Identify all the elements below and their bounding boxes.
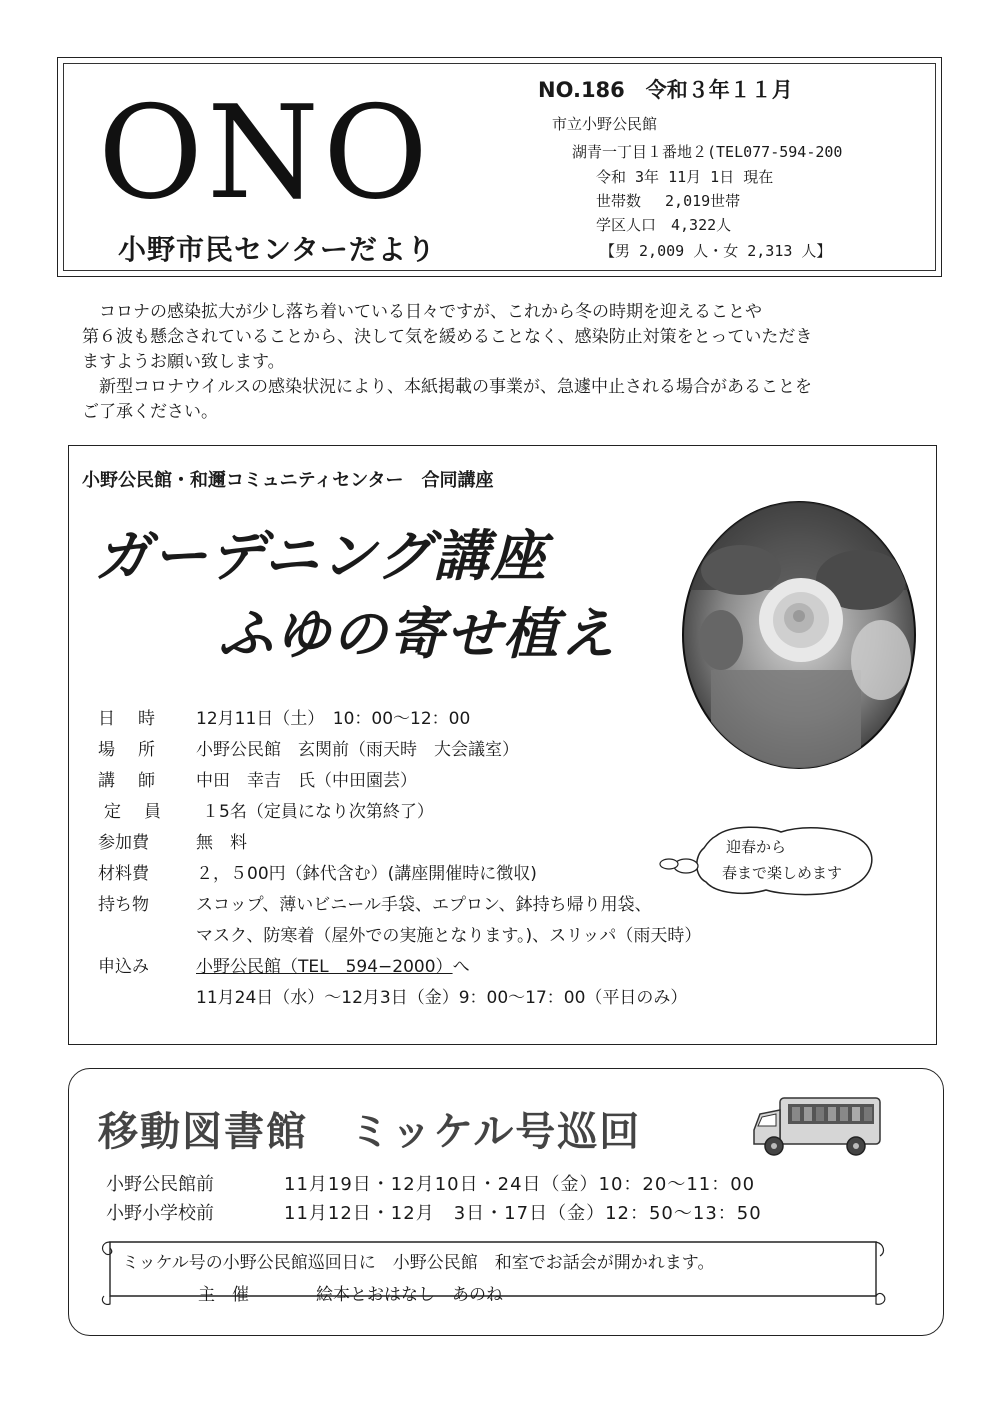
- masthead-logo: ONO: [98, 79, 432, 228]
- hall-address: 湖青一丁目１番地２(TEL077-594-200: [572, 143, 843, 161]
- bubble-text: 春まで楽しめます: [722, 864, 843, 882]
- event-organizers: 小野公民館・和邇コミュニティセンター 合同講座: [82, 470, 494, 491]
- mobile-library-title: 移動図書館 ミッケル号巡回: [98, 1109, 642, 1155]
- stats-date: 令和 3年 11月 1日 現在: [596, 168, 774, 186]
- event-title: ガーデニング講座: [95, 524, 548, 588]
- story-time-organizer: 主 催 絵本とおはなし あのね: [198, 1285, 503, 1305]
- hall-name: 市立小野公民館: [552, 115, 658, 133]
- intro-line: 新型コロナウイルスの感染状況により、本紙掲載の事業が、急遽中止される場合があることを: [82, 377, 812, 397]
- intro-line: コロナの感染拡大が少し落ち着いている日々ですが、これから冬の時期を迎えることや: [82, 302, 762, 322]
- population-count: 学区人口 4,322人: [596, 216, 732, 234]
- story-time-notice: ミッケル号の小野公民館巡回日に 小野公民館 和室でお話会が開かれます。: [122, 1253, 715, 1273]
- issue-number: NO.186 令和３年１１月: [538, 78, 793, 102]
- flower-arrangement-photo: [681, 500, 917, 770]
- event-subtitle: ふゆの寄せ植え: [218, 602, 618, 666]
- households-count: 世帯数 2,019世帯: [596, 192, 741, 210]
- intro-line: ご了承ください。: [82, 402, 218, 422]
- bubble-text: 迎春から: [726, 838, 787, 856]
- library-bus-icon: [748, 1090, 883, 1160]
- intro-line: 第６波も懸念されていることから、決して気を緩めることなく、感染防止対策をとっていただき: [82, 327, 813, 347]
- gender-breakdown: 【男 2,009 人・女 2,313 人】: [600, 242, 832, 260]
- intro-notice: [82, 300, 962, 425]
- masthead-subtitle: 小野市民センターだより: [118, 233, 436, 266]
- intro-line: ますようお願い致します。: [82, 352, 285, 372]
